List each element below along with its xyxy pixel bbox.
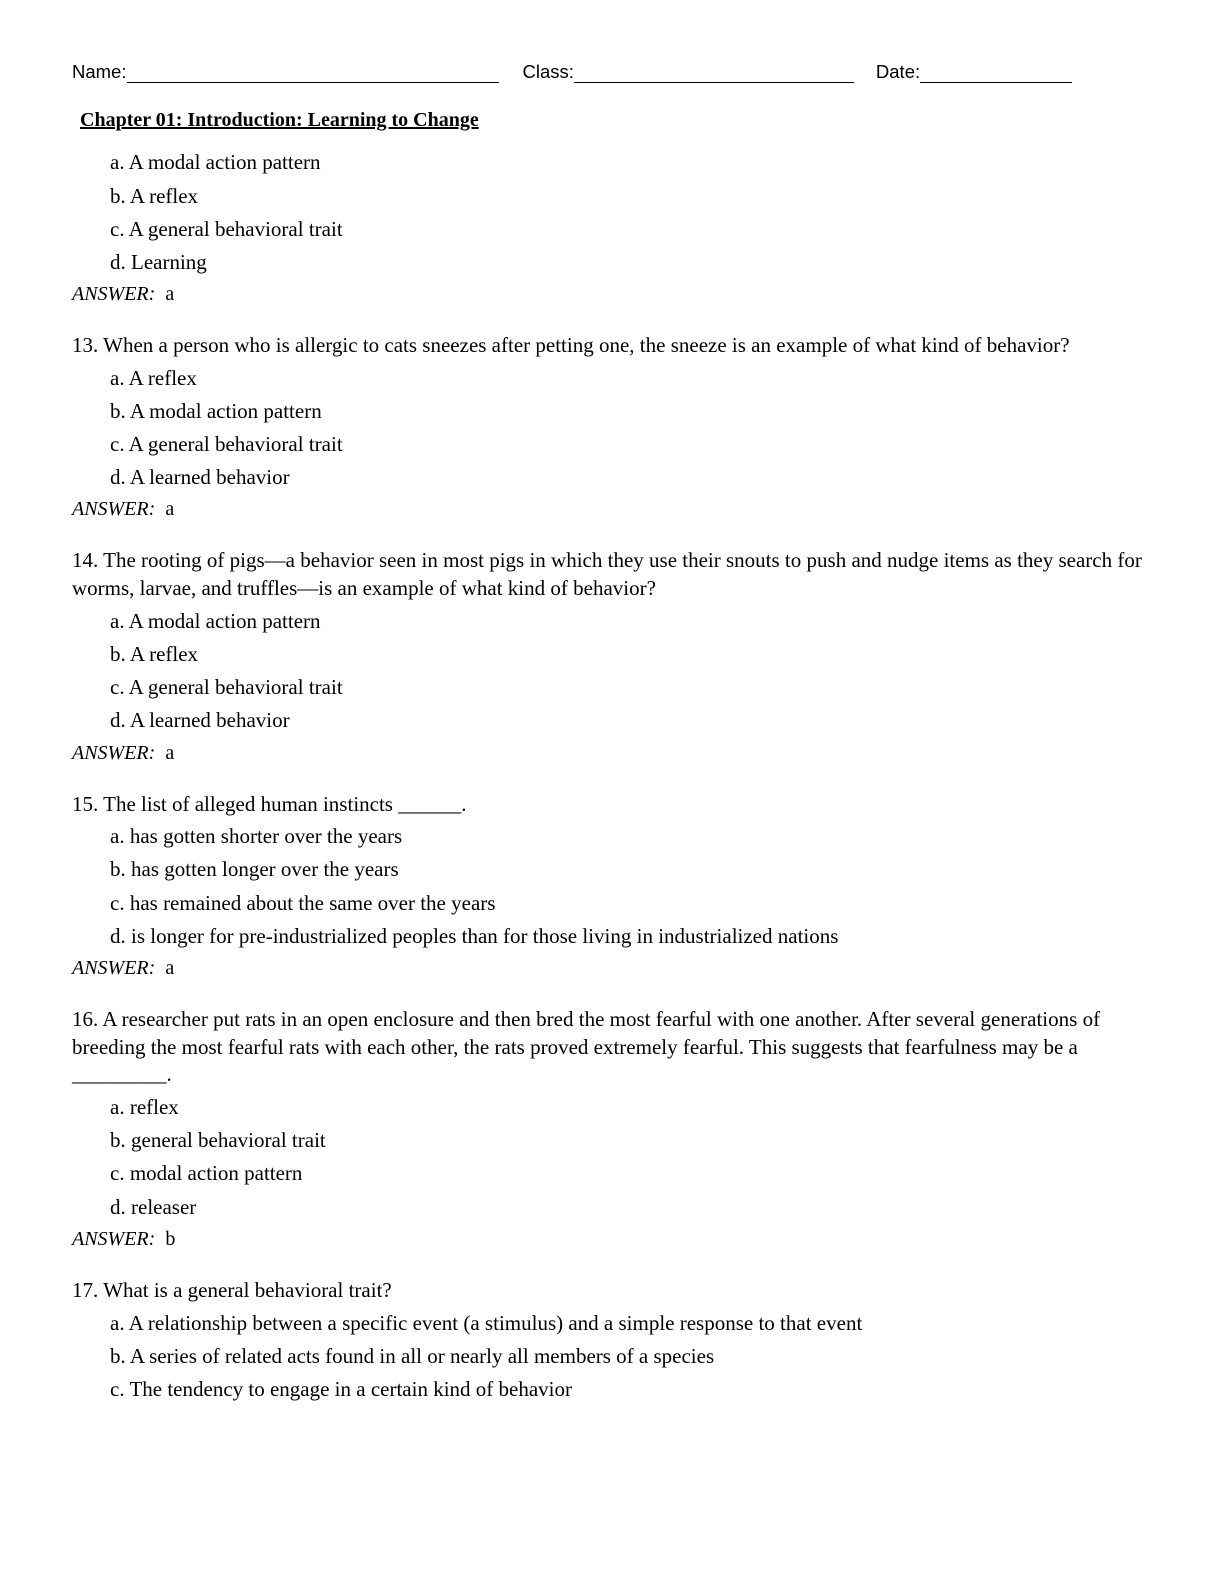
choice-item[interactable]: a. has gotten shorter over the years: [110, 824, 403, 849]
choice-item[interactable]: b. A series of related acts found in all or nearly all members of a species: [110, 1343, 715, 1368]
chapter-title: Chapter 01: Introduction: Learning to Change: [80, 109, 479, 132]
answer-line: [72, 283, 1146, 306]
choice-item[interactable]: c. has remained about the same over the years: [110, 890, 496, 915]
choice-item[interactable]: b. has gotten longer over the years: [110, 857, 399, 882]
answer-label: ANSWER:: [72, 498, 156, 521]
question-16: [72, 1006, 1146, 1251]
choice-list: [72, 1091, 1146, 1224]
choice-item[interactable]: d. A learned behavior: [110, 465, 290, 490]
answer-value: b: [165, 1227, 176, 1250]
answer-label: ANSWER:: [72, 283, 156, 306]
choice-item[interactable]: d. is longer for pre-industrialized peoples than for those living in industrialized nations: [110, 923, 839, 948]
question-text: 16. A researcher put rats in an open enclosure and then bred the most fearful with one another. After several generations of breeding the most fearful rats with each other, the rats proved extremely fearful. This suggests that fearfulness may be a _________.: [72, 1006, 1101, 1087]
choice-item[interactable]: a. A relationship between a specific event (a stimulus) and a simple response to that event: [110, 1310, 863, 1335]
choice-item[interactable]: c. A general behavioral trait: [110, 432, 343, 457]
choice-item[interactable]: c. A general behavioral trait: [110, 675, 343, 700]
choice-item[interactable]: c. modal action pattern: [110, 1161, 303, 1186]
choice-item[interactable]: d. Learning: [110, 249, 207, 274]
question-text: 13. When a person who is allergic to cats sneezes after petting one, the sneeze is an example of what kind of behavior?: [72, 333, 1070, 358]
name-field-rule[interactable]: [127, 65, 499, 83]
answer-value: a: [165, 498, 175, 521]
name-label: Name:: [72, 61, 127, 82]
choice-list: [72, 605, 1146, 738]
class-label: Class:: [522, 61, 574, 82]
choice-item[interactable]: c. The tendency to engage in a certain kind of behavior: [110, 1376, 573, 1401]
answer-value: a: [165, 956, 175, 979]
choice-item[interactable]: b. A modal action pattern: [110, 398, 322, 423]
question-text: 14. The rooting of pigs—a behavior seen in most pigs in which they use their snouts to push and nudge items as they search for worms, larvae, and truffles—is an example of what kind of behavior?: [72, 548, 1142, 601]
date-label: Date:: [875, 61, 921, 82]
answer-line: [72, 498, 1146, 521]
choice-item[interactable]: d. A learned behavior: [110, 708, 290, 733]
choice-item[interactable]: a. A reflex: [110, 365, 197, 390]
choice-item[interactable]: b. general behavioral trait: [110, 1128, 326, 1153]
choice-list: [72, 1307, 1146, 1407]
choice-item[interactable]: b. A reflex: [110, 183, 199, 208]
date-field-rule[interactable]: [920, 65, 1072, 83]
answer-line: [72, 957, 1146, 980]
question-14: [72, 547, 1146, 764]
answer-value: a: [165, 741, 175, 764]
choice-list: [72, 362, 1146, 495]
choice-item[interactable]: b. A reflex: [110, 642, 199, 667]
answer-value: a: [165, 283, 175, 306]
choice-list: [72, 146, 1146, 279]
choice-item[interactable]: a. A modal action pattern: [110, 150, 321, 175]
answer-label: ANSWER:: [72, 956, 156, 979]
choice-item[interactable]: d. releaser: [110, 1194, 197, 1219]
choice-item[interactable]: c. A general behavioral trait: [110, 216, 343, 241]
question-13: [72, 332, 1146, 521]
answer-line: [72, 742, 1146, 765]
choice-item[interactable]: a. reflex: [110, 1095, 179, 1120]
lead-choices-block: [72, 146, 1146, 306]
choice-list: [72, 820, 1146, 953]
answer-label: ANSWER:: [72, 1227, 156, 1250]
choice-item[interactable]: a. A modal action pattern: [110, 608, 321, 633]
question-text: 17. What is a general behavioral trait?: [72, 1277, 392, 1302]
question-15: [72, 791, 1146, 980]
question-17: [72, 1277, 1146, 1406]
question-text: 15. The list of alleged human instincts ______.: [72, 791, 467, 816]
class-field-rule[interactable]: [574, 65, 854, 83]
page-header: [72, 62, 1146, 83]
answer-label: ANSWER:: [72, 741, 156, 764]
answer-line: [72, 1228, 1146, 1251]
